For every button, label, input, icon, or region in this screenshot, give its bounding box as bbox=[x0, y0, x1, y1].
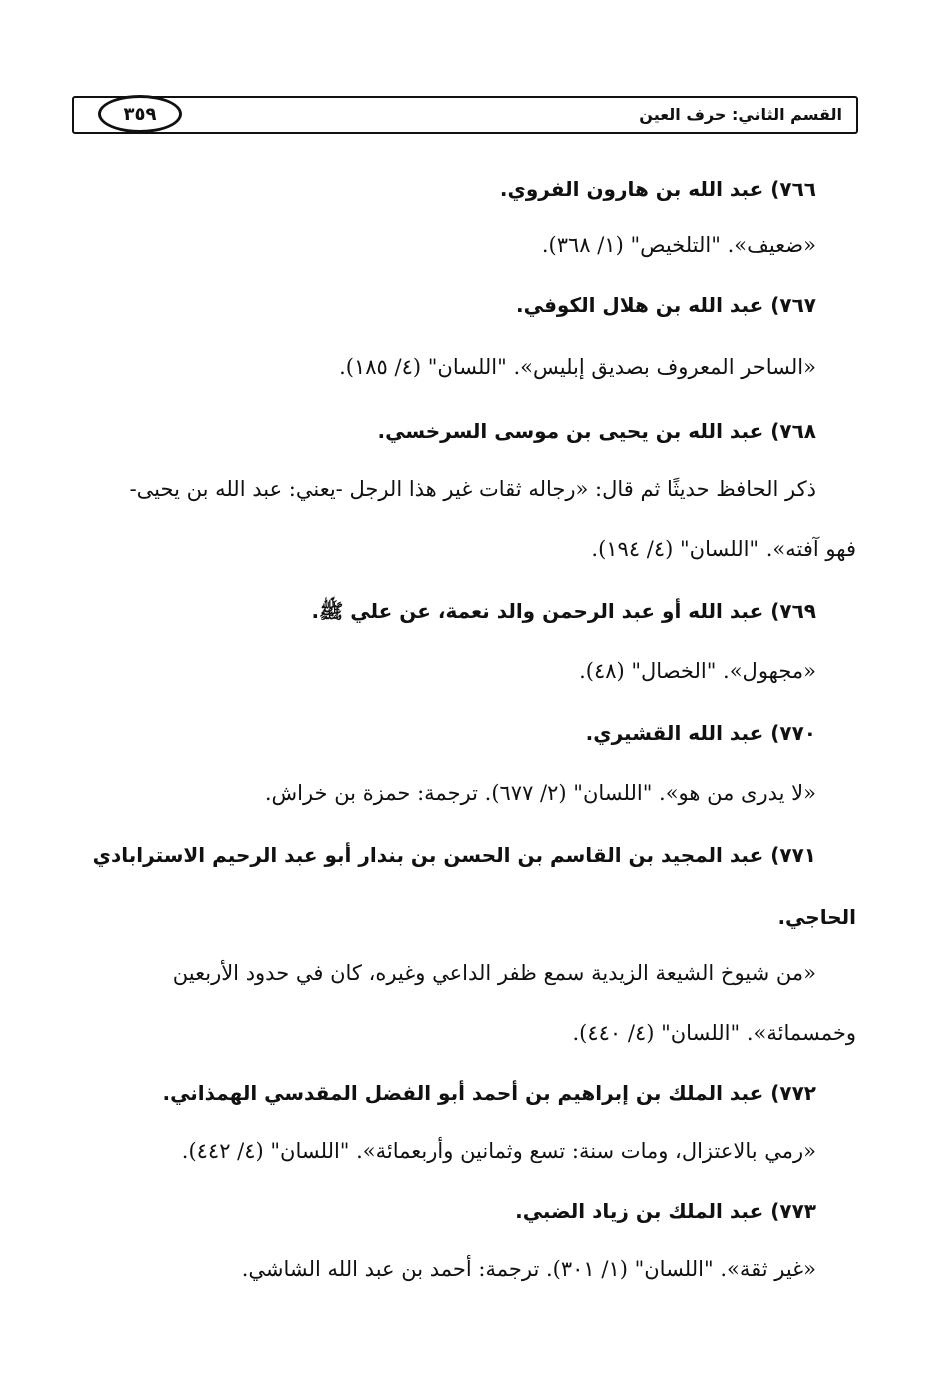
entry-heading: ٧٦٩) عبد الله أو عبد الرحمن والد نعمة، عن علي ﷺ. bbox=[311, 599, 816, 623]
entry-heading: ٧٧٣) عبد الملك بن زياد الضبي. bbox=[515, 1199, 816, 1223]
entry-text: «مجهول». "الخصال" (٤٨). bbox=[579, 659, 816, 683]
entry-text: «من شيوخ الشيعة الزيدية سمع ظفر الداعي وغيره، كان في حدود الأربعين bbox=[172, 961, 816, 985]
entry-text: «غير ثقة». "اللسان" (١/ ٣٠١). ترجمة: أحمد بن عبد الله الشاشي. bbox=[241, 1257, 816, 1281]
entry-heading: ٧٦٦) عبد الله بن هارون الفروي. bbox=[499, 177, 816, 201]
entry-heading-continued: الحاجي. bbox=[777, 905, 856, 929]
entry-text: «لا يدرى من هو». "اللسان" (٢/ ٦٧٧). ترجمة: حمزة بن خراش. bbox=[264, 781, 816, 805]
header-title: القسم الثاني: حرف العين bbox=[639, 105, 842, 124]
page-number: ٣٥٩ bbox=[98, 95, 182, 133]
entry-text-continued: فهو آفته». "اللسان" (٤/ ١٩٤). bbox=[591, 537, 856, 561]
entry-text: «رمي بالاعتزال، ومات سنة: تسع وثمانين وأربعمائة». "اللسان" (٤/ ٤٤٢). bbox=[181, 1139, 816, 1163]
entry-heading: ٧٦٧) عبد الله بن هلال الكوفي. bbox=[516, 293, 816, 317]
entry-heading: ٧٦٨) عبد الله بن يحيى بن موسى السرخسي. bbox=[377, 419, 816, 443]
entry-text: «ضعيف». "التلخيص" (١/ ٣٦٨). bbox=[541, 233, 816, 257]
entry-text-continued: وخمسمائة». "اللسان" (٤/ ٤٤٠). bbox=[572, 1021, 856, 1045]
entry-heading: ٧٧١) عبد المجيد بن القاسم بن الحسن بن بندار أبو عبد الرحيم الاسترابادي bbox=[92, 843, 816, 867]
entry-text: ذكر الحافظ حديثًا ثم قال: «رجاله ثقات غير هذا الرجل -يعني: عبد الله بن يحيى- bbox=[129, 477, 816, 501]
page-header bbox=[72, 96, 858, 134]
entry-heading: ٧٧٢) عبد الملك بن إبراهيم بن أحمد أبو الفضل المقدسي الهمذاني. bbox=[162, 1081, 816, 1105]
entry-text: «الساحر المعروف بصديق إبليس». "اللسان" (٤/ ١٨٥). bbox=[339, 355, 816, 379]
entry-heading: ٧٧٠) عبد الله القشيري. bbox=[585, 721, 816, 745]
